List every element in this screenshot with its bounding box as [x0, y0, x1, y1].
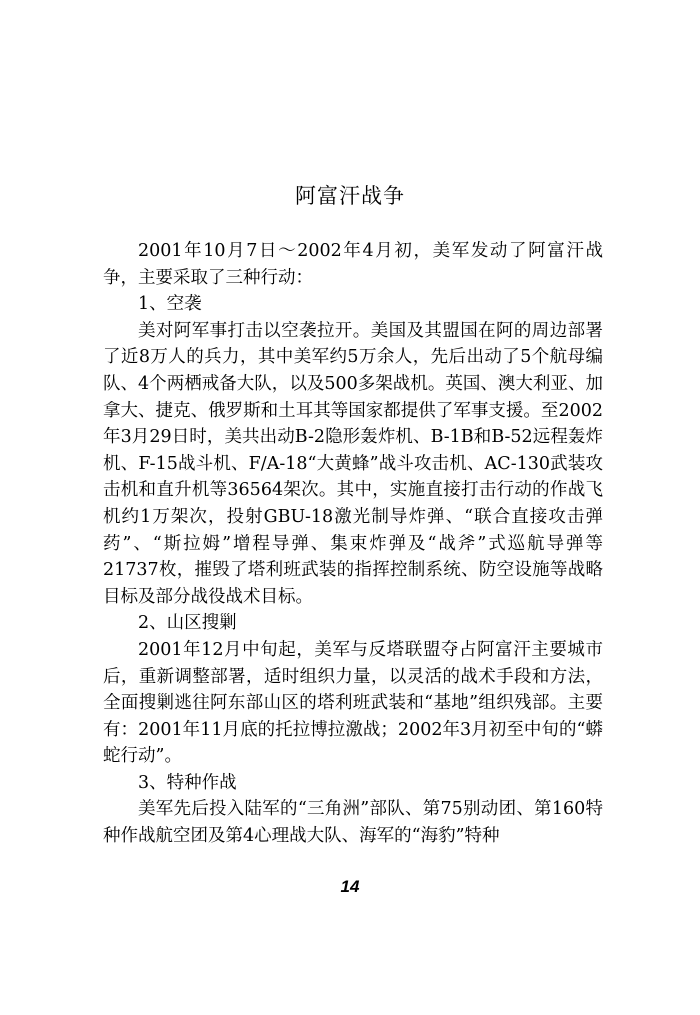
section-heading-special-ops: 3、特种作战 [138, 772, 237, 793]
body-text [103, 238, 603, 850]
intro-paragraph: 2001年10月7日～2002年4月初，美军发动了阿富汗战争，主要采取了三种行动： [103, 241, 603, 288]
airstrike-paragraph: 美对阿军事打击以空袭拉开。美国及其盟国在阿的周边部署了近8万人的兵力，其中美军约5万余人，先后出动了5个航母编队、4个两栖戒备大队，以及500多架战机。英国、澳大利亚、加拿大、捷克、俄罗斯和土耳其等国家都提供了军事支援。至2002年3月29日时，美共出动B-2隐形轰炸机、B-1B和B-52远程轰炸机、F-15战斗机、F/A-18“大黄蜂”战斗攻击机、AC-130武装攻击机和直升机等36564架次。其中，实施直接打击行动的作战飞机约1万架次，投射GBU-18激光制导炸弹、“联合直接攻击弹药”、“斯拉姆”增程导弹、集束炸弹及“战斧”式巡航导弹等21737枚，摧毁了塔利班武装的指挥控制系统、防空设施等战略目标及部分战役战术目标。 [103, 320, 603, 607]
mountain-sweep-paragraph: 2001年12月中旬起，美军与反塔联盟夺占阿富汗主要城市后，重新调整部署，适时组织力量，以灵活的战术手段和方法，全面搜剿逃往阿东部山区的塔利班武装和“基地”组织残部。主要有：2001年11月底的托拉博拉激战；2002年3月初至中旬的“蟒蛇行动”。 [103, 639, 603, 767]
section-heading-airstrike: 1、空袭 [138, 294, 202, 315]
section-heading-mountain-sweep: 2、山区搜剿 [138, 613, 237, 634]
special-ops-paragraph: 美军先后投入陆军的“三角洲”部队、第75别动团、第160特种作战航空团及第4心理战大队、海军的“海豹”特种 [103, 799, 603, 847]
page-number: 14 [340, 877, 360, 896]
page-title: 阿富汗战争 [295, 184, 405, 208]
